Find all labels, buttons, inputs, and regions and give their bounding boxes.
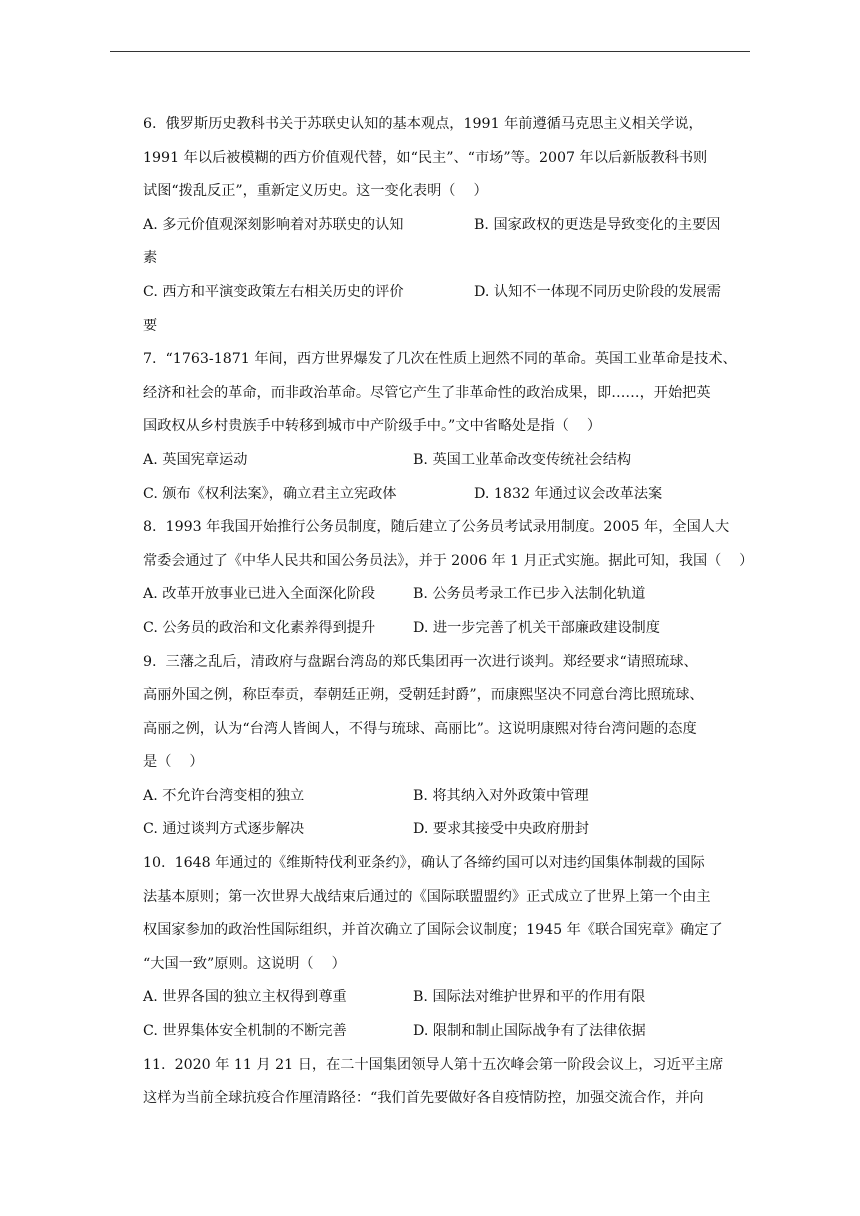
option-d[interactable]: D. 认知不一体现不同历史阶段的发展需 (474, 283, 721, 300)
question-10 (143, 847, 751, 1049)
question-6-stem-line-2: 1991 年以后被模糊的西方价值观代替，如“民主”、“市场”等。2007 年以后新版教科书则 (143, 149, 708, 166)
question-7-options-row-1 (143, 444, 751, 478)
question-6 (143, 108, 751, 343)
question-8 (143, 511, 754, 645)
option-c[interactable]: C. 西方和平演变政策左右相关历史的评价 (143, 283, 404, 300)
option-b-wrap: 素 (143, 250, 158, 267)
question-10-options-row-1 (143, 981, 751, 1015)
question-10-stem-line-1: 10. 1648 年通过的《维斯特伐利亚条约》，确认了各缔约国可以对违约国集体制裁的国际 (143, 855, 705, 872)
option-a[interactable]: A. 多元价值观深刻影响着对苏联史的认知 (143, 216, 404, 233)
question-9-stem-line-1: 9. 三藩之乱后，清政府与盘踞台湾岛的郑氏集团再一次进行谈判。郑经要求“请照琉球、 (143, 653, 698, 670)
question-6-options-row-1 (143, 209, 751, 243)
question-9-options-row-2 (143, 813, 751, 847)
option-d[interactable]: D. 1832 年通过议会改革法案 (474, 485, 663, 502)
question-list (143, 108, 754, 1116)
question-9-stem-line-3: 高丽之例，认为“台湾人皆闽人，不得与琉球、高丽比”。这说明康熙对待台湾问题的态度 (143, 720, 697, 737)
option-a[interactable]: A. 改革开放事业已进入全面深化阶段 (143, 586, 376, 603)
question-9 (143, 646, 751, 848)
option-c[interactable]: C. 世界集体安全机制的不断完善 (143, 1023, 347, 1040)
option-c[interactable]: C. 颁布《权利法案》，确立君主立宪政体 (143, 485, 397, 502)
option-d[interactable]: D. 进一步完善了机关干部廉政建设制度 (413, 619, 660, 636)
option-b[interactable]: B. 英国工业革命改变传统社会结构 (413, 451, 632, 468)
question-11-stem-line-2: 这样为当前全球抗疫合作厘清路径：“我们首先要做好各自疫情防控，加强交流合作，并向 (143, 1090, 704, 1107)
question-11-stem-line-1: 11. 2020 年 11 月 21 日，在二十国集团领导人第十五次峰会第一阶段会议上，习近平主席 (143, 1056, 724, 1073)
option-d-wrap: 要 (143, 317, 158, 334)
option-a[interactable]: A. 世界各国的独立主权得到尊重 (143, 989, 347, 1006)
question-7-options-row-2 (143, 478, 751, 512)
question-8-stem-line-1: 8. 1993 年我国开始推行公务员制度，随后建立了公务员考试录用制度。2005 年，全国人大 (143, 519, 730, 536)
option-b[interactable]: B. 将其纳入对外政策中管理 (413, 787, 589, 804)
question-7 (143, 343, 751, 511)
question-9-options-row-1 (143, 780, 751, 814)
question-8-stem-line-2: 常委会通过了《中华人民共和国公务员法》，并于 2006 年 1 月正式实施。据此可知，我国（ ） (143, 552, 754, 569)
option-c[interactable]: C. 公务员的政治和文化素养得到提升 (143, 619, 376, 636)
question-9-stem-line-4: 是（ ） (143, 754, 204, 771)
question-10-stem-line-3: 权国家参加的政治性国际组织，并首次确立了国际会议制度；1945 年《联合国宪章》确定了 (143, 922, 723, 939)
question-7-stem-line-2: 经济和社会的革命，而非政治革命。尽管它产生了非革命性的政治成果，即……，开始把英 (143, 384, 711, 401)
option-b[interactable]: B. 国家政权的更迭是导致变化的主要因 (474, 216, 721, 233)
option-d[interactable]: D. 限制和制止国际战争有了法律依据 (413, 1023, 646, 1040)
question-6-stem-line-1: 6. 俄罗斯历史教科书关于苏联史认知的基本观点，1991 年前遵循马克思主义相关学说， (143, 116, 703, 132)
option-b[interactable]: B. 国际法对维护世界和平的作用有限 (413, 989, 646, 1006)
question-6-stem-line-3: 试图“拨乱反正”，重新定义历史。这一变化表明（ ） (143, 183, 488, 200)
header-rule (110, 51, 750, 52)
question-11 (143, 1049, 751, 1116)
question-10-options-row-2 (143, 1015, 751, 1049)
option-a[interactable]: A. 英国宪章运动 (143, 451, 248, 468)
question-6-options-row-2 (143, 276, 751, 310)
question-10-stem-line-4: “大国一致”原则。这说明（ ） (143, 955, 346, 972)
question-7-stem-line-3: 国政权从乡村贵族手中转移到城市中产阶级手中。”文中省略处是指（ ） (143, 418, 602, 435)
question-10-stem-line-2: 法基本原则；第一次世界大战结束后通过的《国际联盟盟约》正式成立了世界上第一个由主 (143, 888, 711, 905)
question-9-stem-line-2: 高丽外国之例，称臣奉贡，奉朝廷正朔，受朝廷封爵”，而康熙坚决不同意台湾比照琉球、 (143, 687, 704, 704)
option-a[interactable]: A. 不允许台湾变相的独立 (143, 787, 305, 804)
option-c[interactable]: C. 通过谈判方式逐步解决 (143, 821, 305, 838)
question-7-stem-line-1: 7. “1763-1871 年间，西方世界爆发了几次在性质上迥然不同的革命。英国工业革命是技术、 (143, 351, 737, 368)
question-8-options-row-2 (143, 612, 751, 646)
option-b[interactable]: B. 公务员考录工作已步入法制化轨道 (413, 586, 646, 603)
option-d[interactable]: D. 要求其接受中央政府册封 (413, 821, 589, 838)
question-8-options-row-1 (143, 578, 751, 612)
